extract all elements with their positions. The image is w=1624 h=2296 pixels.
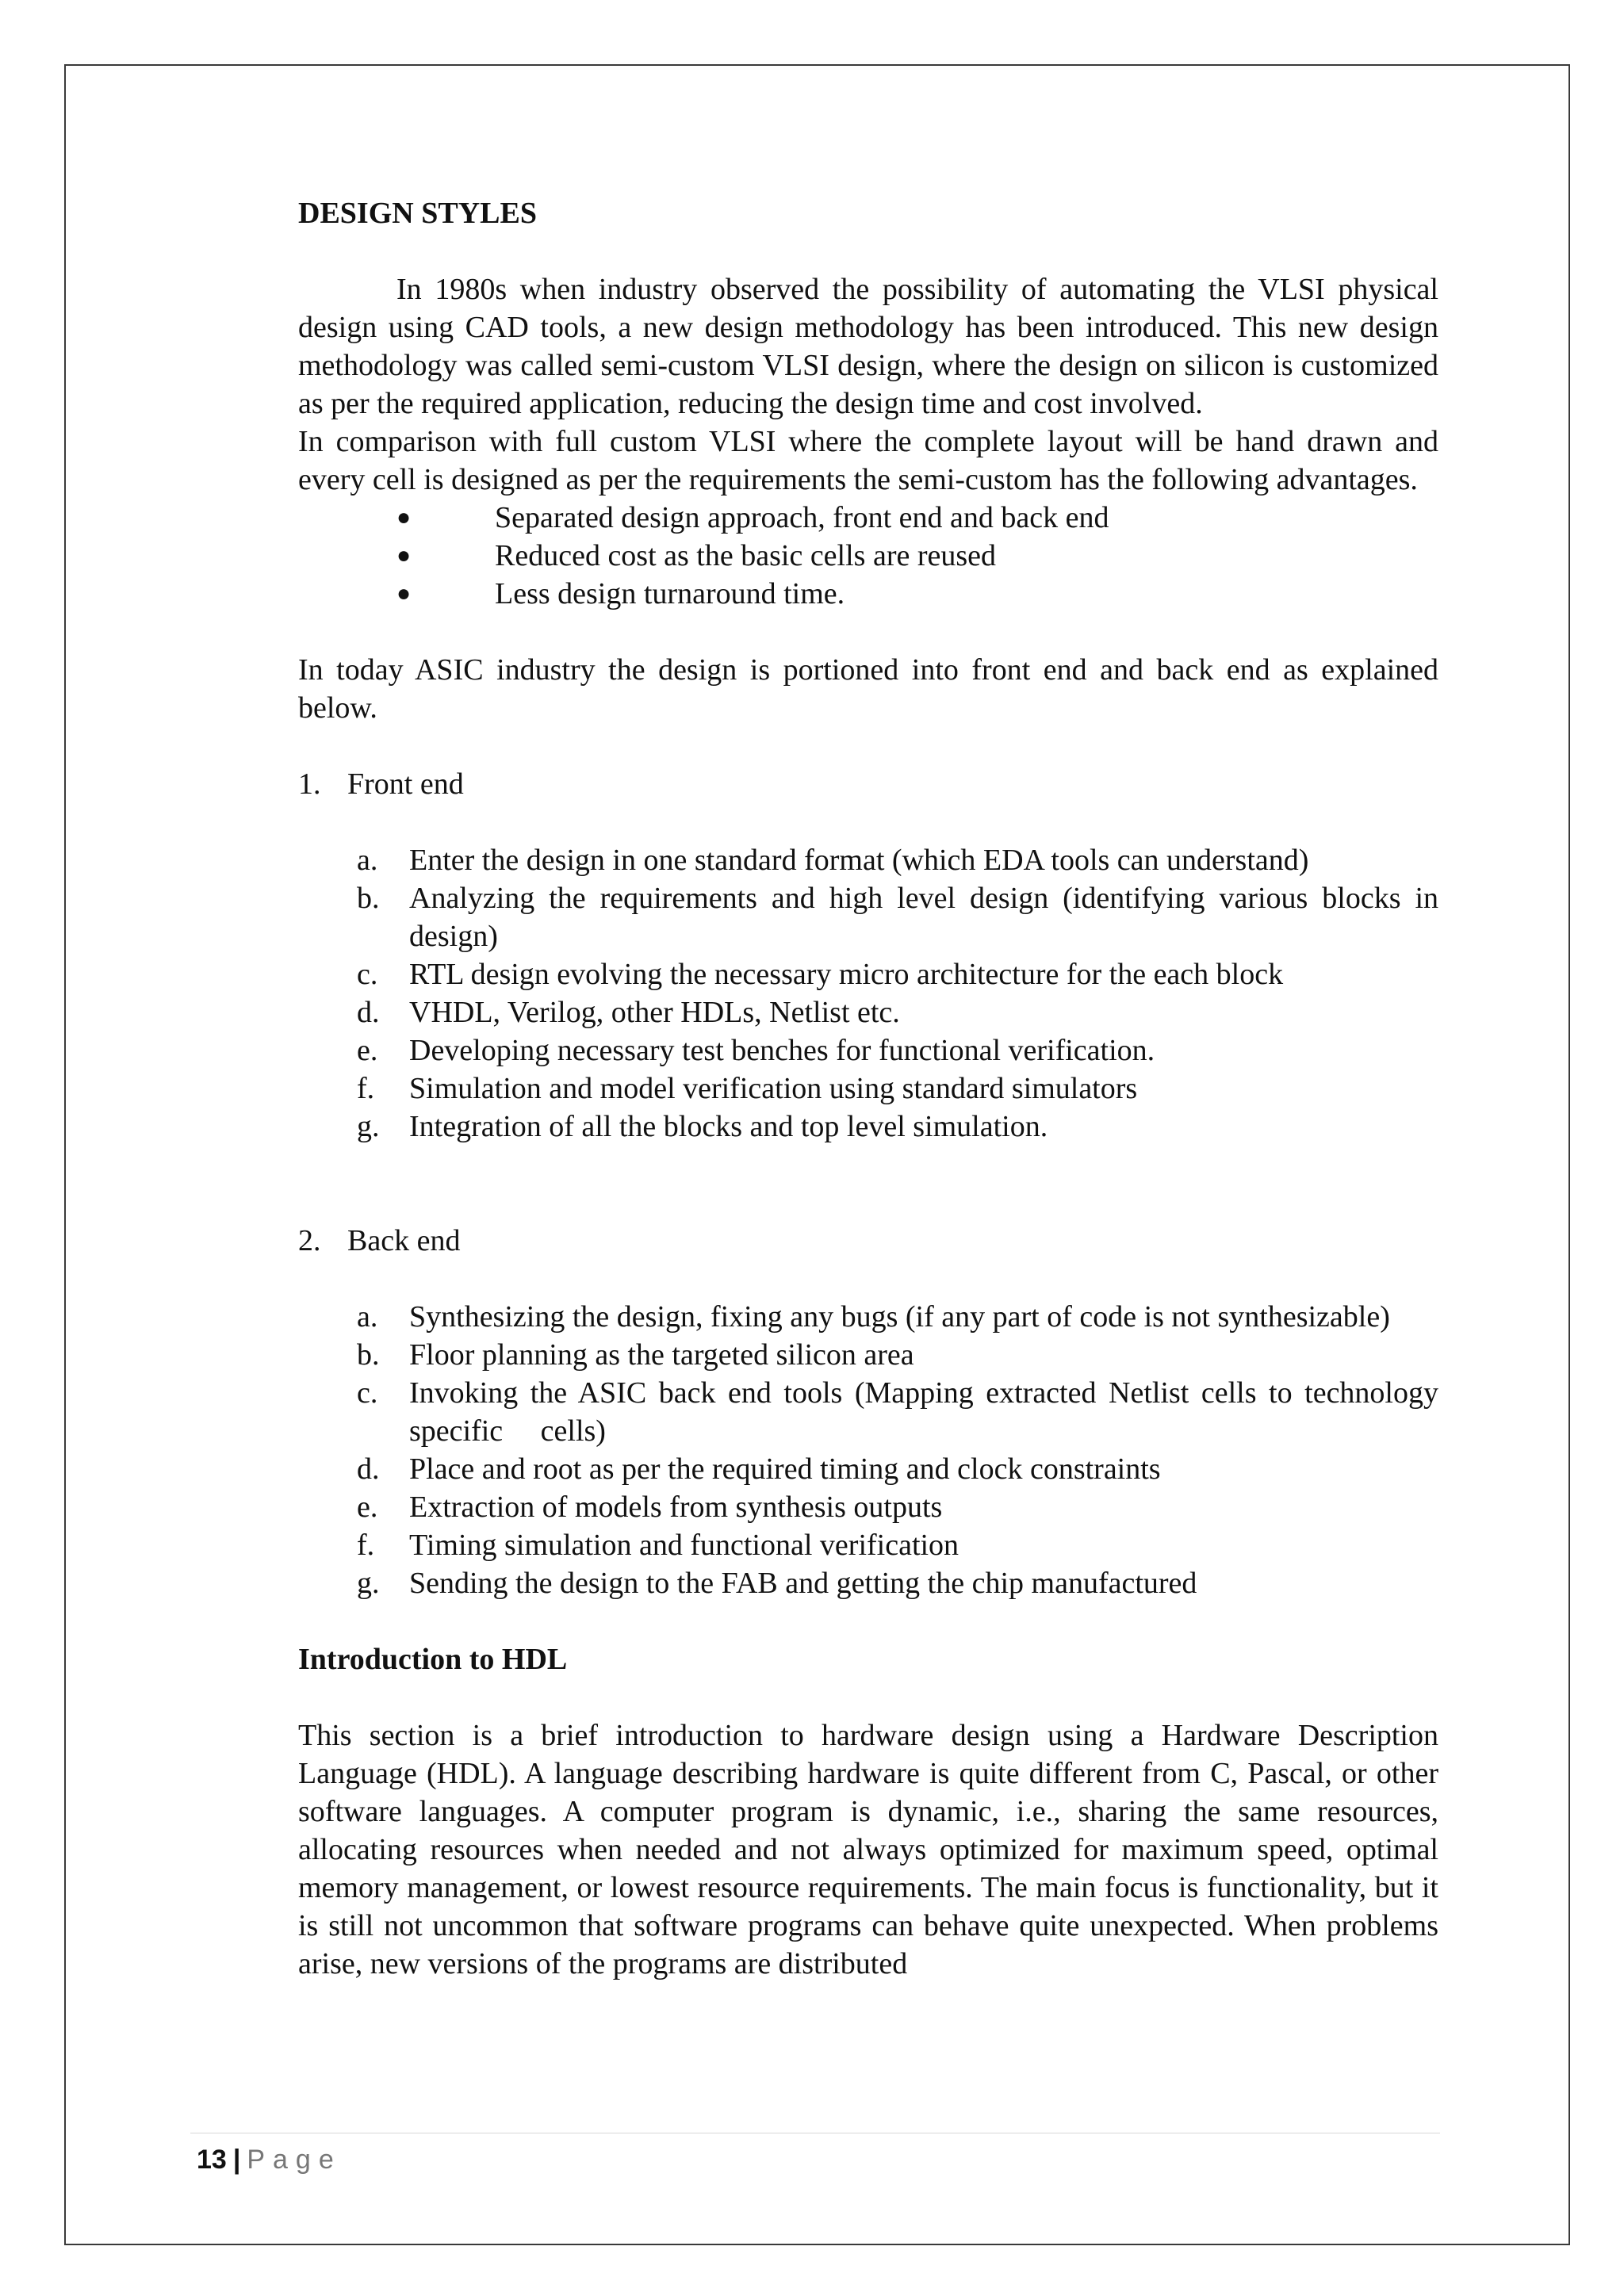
list-title: Front end <box>347 767 464 801</box>
list-item: a. Enter the design in one standard format (which EDA tools can understand) <box>357 844 1309 877</box>
list-item: e. Extraction of models from synthesis outputs <box>357 1490 943 1524</box>
list-item: b. Floor planning as the targeted silicon area <box>357 1338 914 1372</box>
page-label: Page <box>247 2145 342 2175</box>
list-item: e. Developing necessary test benches for functional verification. <box>357 1034 1155 1067</box>
paragraph-hdl: This section is a brief introduction to hardware design using a Hardware Description Language (HDL). A language describing hardware is quite different from C, Pascal, or other software languages. A computer program is dynamic, i.e., sharing the same resources, allocating resources when needed and not always optimized for maximum speed, optimal memory management, or lowest resource requirements. The main focus is functionality, but it is still not uncommon that software programs can behave quite unexpected. When problems arise, new versions of the programs are distributed <box>298 1719 1438 1980</box>
document-body <box>298 194 1446 1983</box>
bullet-icon: ● <box>396 504 412 530</box>
section-heading-intro-hdl: Introduction to HDL <box>298 1643 568 1676</box>
paragraph-intro: In 1980s when industry observed the possibility of automating the VLSI physical design using CAD tools, a new design methodology has been introduced. This new design methodology was called semi-custom VLSI design, where the design on silicon is customized as per the required application, reducing the design time and cost involved. <box>298 273 1438 420</box>
numbered-heading-back-end <box>298 1222 1438 1260</box>
page-number: 13 <box>197 2145 227 2175</box>
page-footer <box>197 2141 342 2179</box>
list-item: c. RTL design evolving the necessary micro architecture for the each block <box>357 958 1284 991</box>
bullet-icon: ● <box>396 542 412 568</box>
section-heading-design-styles: DESIGN STYLES <box>298 197 537 230</box>
list-number: 1. <box>298 767 321 801</box>
advantages-list <box>298 499 1438 613</box>
paragraph-comparison: In comparison with full custom VLSI where the complete layout will be hand drawn and every cell is designed as per the requirements the semi-custom has the following advantages. <box>298 425 1438 496</box>
list-item: f. Timing simulation and functional verification <box>357 1529 959 1562</box>
list-item: g. Integration of all the blocks and top level simulation. <box>357 1110 1048 1143</box>
front-end-steps <box>298 841 1438 1146</box>
paragraph-asic: In today ASIC industry the design is portioned into front end and back end as explained below. <box>298 653 1438 725</box>
list-item: f. Simulation and model verification using standard simulators <box>357 1072 1138 1105</box>
list-item: ● Less design turnaround time. <box>298 575 1438 613</box>
list-item: c. Invoking the ASIC back end tools (Mapping extracted Netlist cells to technology specific cells) <box>357 1376 1446 1448</box>
list-number: 2. <box>298 1224 321 1257</box>
list-item: ● Reduced cost as the basic cells are reused <box>298 537 1438 575</box>
list-item: d. Place and root as per the required timing and clock constraints <box>357 1452 1161 1486</box>
footer-separator: | <box>232 2145 241 2175</box>
list-item: a. Synthesizing the design, fixing any bugs (if any part of code is not synthesizable) <box>357 1300 1390 1334</box>
list-item: g. Sending the design to the FAB and getting the chip manufactured <box>357 1567 1197 1600</box>
numbered-heading-front-end <box>298 765 1438 803</box>
list-item: d. VHDL, Verilog, other HDLs, Netlist etc. <box>357 996 900 1029</box>
list-item: ● Separated design approach, front end and back end <box>298 499 1438 537</box>
bullet-icon: ● <box>396 580 412 607</box>
list-item: b. Analyzing the requirements and high level design (identifying various blocks in design) <box>357 882 1438 953</box>
list-title: Back end <box>347 1224 461 1257</box>
back-end-steps <box>298 1298 1446 1602</box>
